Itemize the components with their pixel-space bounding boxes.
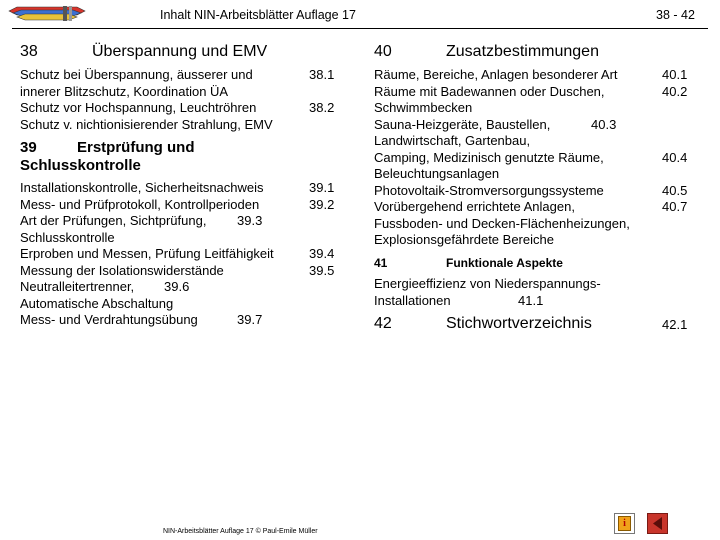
s39-line: Mess- und Verdrahtungsübung [20, 312, 198, 327]
s39-line: Messung der Isolationswiderstände [20, 262, 224, 278]
s38-line: Schutz bei Überspannung, äusserer und [20, 67, 253, 82]
ref-40-3[interactable]: 40.3 [591, 116, 617, 132]
header-title: Inhalt NIN-Arbeitsblätter Auflage 17 [160, 8, 356, 22]
s39-line: Automatische Abschaltung [20, 295, 174, 311]
s41-line: Installationen [374, 292, 451, 308]
s40-line: Explosionsgefährdete Bereiche [374, 232, 554, 247]
s40-line: Camping, Medizinisch genutzte Räume, [374, 149, 604, 165]
section-42-title: Stichwortverzeichnis [446, 315, 592, 332]
section-40-number: 40 [374, 43, 392, 60]
ref-42-1[interactable]: 42.1 [662, 317, 688, 332]
header-rule [12, 28, 708, 29]
s39-line: Mess- und Prüfprotokoll, Kontrollperioden [20, 196, 260, 212]
s40-line: Räume, Bereiche, Anlagen besonderer Art [374, 67, 618, 82]
ref-41-1[interactable]: 41.1 [518, 292, 544, 308]
ref-40-5[interactable]: 40.5 [662, 182, 688, 198]
s40-line: Schwimmbecken [374, 100, 473, 115]
s40-line: Beleuchtungsanlagen [374, 166, 500, 181]
header-page-range: 38 - 42 [656, 8, 695, 22]
s38-line: Schutz v. nichtionisierender Strahlung, EMV [20, 116, 273, 132]
section-39-title-line2: Schlusskontrolle [20, 157, 141, 174]
s39-line: Neutralleitertrenner, [20, 279, 135, 294]
s39-line: Art der Prüfungen, Sichtprüfung, [20, 213, 207, 228]
s40-line: Photovoltaik-Stromversorgungssysteme [374, 182, 604, 198]
s40-line: Fussboden- und Decken-Flächenheizungen, [374, 215, 630, 231]
info-button[interactable] [614, 513, 635, 534]
section-42-number: 42 [374, 315, 392, 332]
ref-39-5[interactable]: 39.5 [309, 262, 335, 278]
ref-40-1[interactable]: 40.1 [662, 67, 688, 82]
section-40-title: Zusatzbestimmungen [446, 43, 599, 60]
ref-40-2[interactable]: 40.2 [662, 83, 688, 99]
ref-39-6[interactable]: 39.6 [164, 279, 190, 294]
info-icon [618, 516, 631, 531]
ref-38-2[interactable]: 38.2 [309, 100, 335, 115]
section-41-title: Funktionale Aspekte [446, 256, 563, 270]
ref-38-1[interactable]: 38.1 [309, 67, 335, 82]
section-39-number: 39 [20, 139, 37, 156]
s40-line: Landwirtschaft, Gartenbau, [374, 133, 531, 148]
section-39-title: Erstprüfung und [77, 139, 195, 156]
s41-line: Energieeffizienz von Niederspannungs- [374, 276, 601, 291]
s40-line: Räume mit Badewannen oder Duschen, [374, 83, 605, 99]
info-icon-glyph: i [623, 518, 626, 529]
s38-line: Schutz vor Hochspannung, Leuchtröhren [20, 100, 257, 115]
s40-line: Vorübergehend errichtete Anlagen, [374, 199, 575, 214]
ref-39-7[interactable]: 39.7 [237, 312, 263, 327]
ref-40-4[interactable]: 40.4 [662, 149, 688, 165]
s38-line: innerer Blitzschutz, Koordination ÜA [20, 83, 229, 99]
ref-39-4[interactable]: 39.4 [309, 246, 335, 261]
ref-39-3[interactable]: 39.3 [237, 213, 263, 228]
back-button[interactable] [647, 513, 668, 534]
s39-line: Schlusskontrolle [20, 229, 115, 245]
s39-line: Installationskontrolle, Sicherheitsnachweis [20, 180, 264, 195]
s39-line: Erproben und Messen, Prüfung Leitfähigkeit [20, 246, 274, 261]
section-41-number: 41 [374, 256, 388, 270]
section-38-title: Überspannung und EMV [92, 43, 268, 60]
ref-39-2[interactable]: 39.2 [309, 196, 335, 212]
pencil-logo-icon [7, 2, 89, 24]
back-arrow-icon [648, 514, 667, 533]
ref-40-7[interactable]: 40.7 [662, 199, 688, 214]
footer-copyright: NIN-Arbeitsblätter Auflage 17 © Paul-Emile Müller [163, 528, 318, 535]
s40-line: Sauna-Heizgeräte, Baustellen, [374, 116, 551, 132]
section-38-number: 38 [20, 43, 38, 60]
ref-39-1[interactable]: 39.1 [309, 180, 335, 195]
